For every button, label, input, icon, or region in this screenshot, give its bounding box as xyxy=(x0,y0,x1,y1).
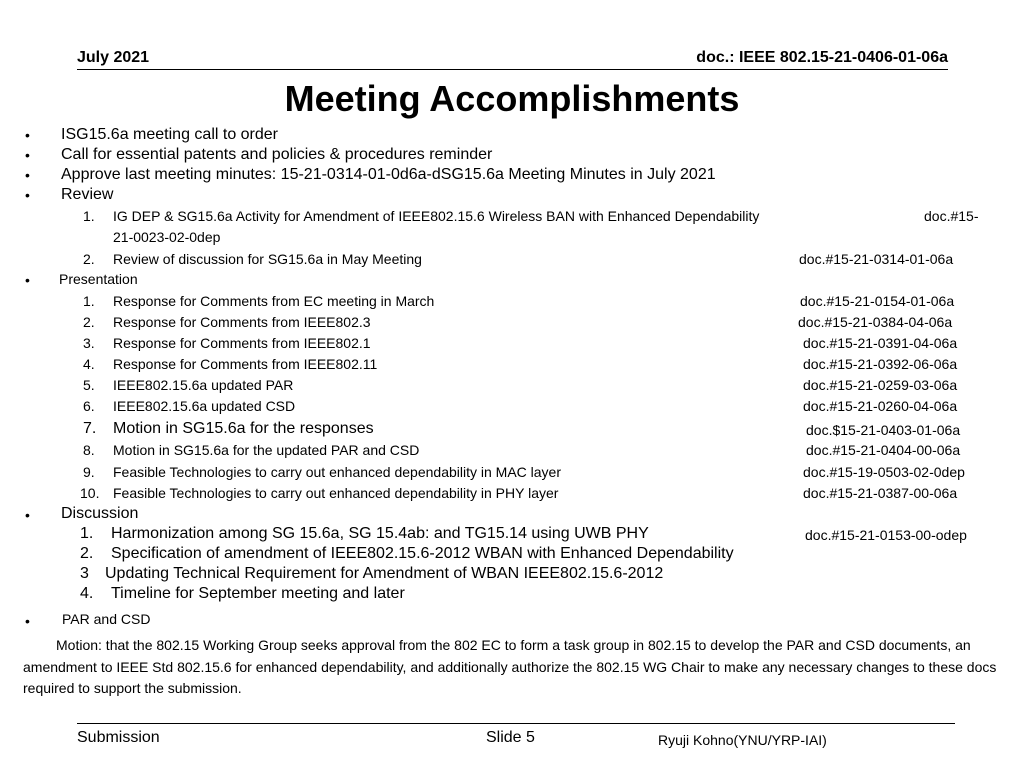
review-item-text: Review of discussion for SG15.6a in May Meeting xyxy=(113,251,422,267)
presentation-item-doc: doc.#15-21-0384-04-06a xyxy=(798,314,953,330)
review-item-doc: doc.#15-21-0314-01-06a xyxy=(799,251,954,267)
discussion-item-number: 2. xyxy=(80,545,94,562)
presentation-item-text: Response for Comments from IEEE802.1 xyxy=(113,335,371,351)
bullet-marker: • xyxy=(25,272,30,288)
presentation-item-number: 1. xyxy=(83,293,95,309)
bullet-marker: • xyxy=(25,167,30,183)
agenda-item: Call for essential patents and policies & procedures reminder xyxy=(61,146,493,163)
footer-slide-number: Slide 5 xyxy=(486,729,535,746)
presentation-item-doc: doc.#15-21-0387-00-06a xyxy=(803,485,958,501)
presentation-label: Presentation xyxy=(59,271,138,287)
review-item-doc-continuation: 21-0023-02-0dep xyxy=(113,229,221,245)
footer-submission: Submission xyxy=(77,729,160,746)
agenda-item: Approve last meeting minutes: 15-21-0314-01-0d6a-dSG15.6a Meeting Minutes in July 2021 xyxy=(61,166,716,183)
presentation-item-doc: doc.#15-21-0404-00-06a xyxy=(806,442,961,458)
header-rule xyxy=(77,69,948,70)
agenda-item: Review xyxy=(61,186,114,203)
presentation-item-text: Response for Comments from EC meeting in March xyxy=(113,293,435,309)
presentation-item-number: 8. xyxy=(83,442,95,458)
header-date: July 2021 xyxy=(77,49,150,66)
presentation-item-number: 4. xyxy=(83,356,95,372)
presentation-item-text: IEEE802.15.6a updated PAR xyxy=(113,377,294,393)
presentation-item-text: IEEE802.15.6a updated CSD xyxy=(113,398,296,414)
presentation-item-doc: doc.#15-21-0260-04-06a xyxy=(803,398,958,414)
discussion-item-text: Specification of amendment of IEEE802.15.6-2012 WBAN with Enhanced Dependability xyxy=(111,545,734,562)
discussion-item-text: Harmonization among SG 15.6a, SG 15.4ab: and TG15.14 using UWB PHY xyxy=(111,525,649,542)
presentation-item-doc: doc.#15-21-0391-04-06a xyxy=(803,335,958,351)
presentation-item-number: 6. xyxy=(83,398,95,414)
discussion-item-text: Timeline for September meeting and later xyxy=(111,585,405,602)
presentation-item-doc: doc.#15-21-0259-03-06a xyxy=(803,377,958,393)
presentation-item-text: Motion in SG15.6a for the responses xyxy=(113,420,374,437)
bullet-marker: • xyxy=(25,613,30,629)
agenda-item: ISG15.6a meeting call to order xyxy=(61,126,279,143)
bullet-marker: • xyxy=(25,507,30,523)
bullet-marker: • xyxy=(25,187,30,203)
presentation-item-number: 3. xyxy=(83,335,95,351)
presentation-item-doc: doc.#15-21-0392-06-06a xyxy=(803,356,958,372)
presentation-item-number: 10. xyxy=(80,485,100,501)
review-item-number: 1. xyxy=(83,208,95,224)
presentation-item-doc: doc.#15-21-0154-01-06a xyxy=(800,293,955,309)
motion-paragraph: Motion: that the 802.15 Working Group seeks approval from the 802 EC to form a task group in 802.15 to develop the PAR and CSD documents, an amendment to IEEE Std 802.15.6 for enhanced dependability, and additionally authorize the 802.15 WG Chair to make any necessary changes to these docs required to support the submission. xyxy=(23,637,997,696)
presentation-item-doc: doc.$15-21-0403-01-06a xyxy=(806,422,961,438)
presentation-item-text: Response for Comments from IEEE802.11 xyxy=(113,356,378,372)
presentation-item-number: 7. xyxy=(83,420,97,437)
presentation-item-text: Feasible Technologies to carry out enhanced dependability in MAC layer xyxy=(113,464,562,480)
presentation-item-number: 2. xyxy=(83,314,95,330)
presentation-item-doc: doc.#15-19-0503-02-0dep xyxy=(803,464,965,480)
presentation-item-text: Feasible Technologies to carry out enhanced dependability in PHY layer xyxy=(113,485,559,501)
bullet-marker: • xyxy=(25,147,30,163)
review-item-number: 2. xyxy=(83,251,95,267)
presentation-item-text: Response for Comments from IEEE802.3 xyxy=(113,314,371,330)
slide-title: Meeting Accomplishments xyxy=(284,78,740,119)
discussion-label: Discussion xyxy=(61,505,139,522)
presentation-item-number: 9. xyxy=(83,464,95,480)
bullet-marker: • xyxy=(25,127,30,143)
par-csd-label: PAR and CSD xyxy=(62,611,151,627)
discussion-item-doc: doc.#15-21-0153-00-odep xyxy=(805,527,967,543)
discussion-item-number: 3 xyxy=(80,565,89,582)
presentation-item-text: Motion in SG15.6a for the updated PAR and CSD xyxy=(113,442,420,458)
review-item-text: IG DEP & SG15.6a Activity for Amendment of IEEE802.15.6 Wireless BAN with Enhanced Dependability xyxy=(113,208,760,224)
footer-author: Ryuji Kohno(YNU/YRP-IAI) xyxy=(658,732,827,748)
discussion-item-text: Updating Technical Requirement for Amendment of WBAN IEEE802.15.6-2012 xyxy=(105,565,664,582)
review-item-doc: doc.#15- xyxy=(924,208,979,224)
header-doc-id: doc.: IEEE 802.15-21-0406-01-06a xyxy=(696,49,948,66)
discussion-item-number: 1. xyxy=(80,525,94,542)
discussion-item-number: 4. xyxy=(80,585,94,602)
footer-rule xyxy=(77,723,955,724)
presentation-item-number: 5. xyxy=(83,377,95,393)
